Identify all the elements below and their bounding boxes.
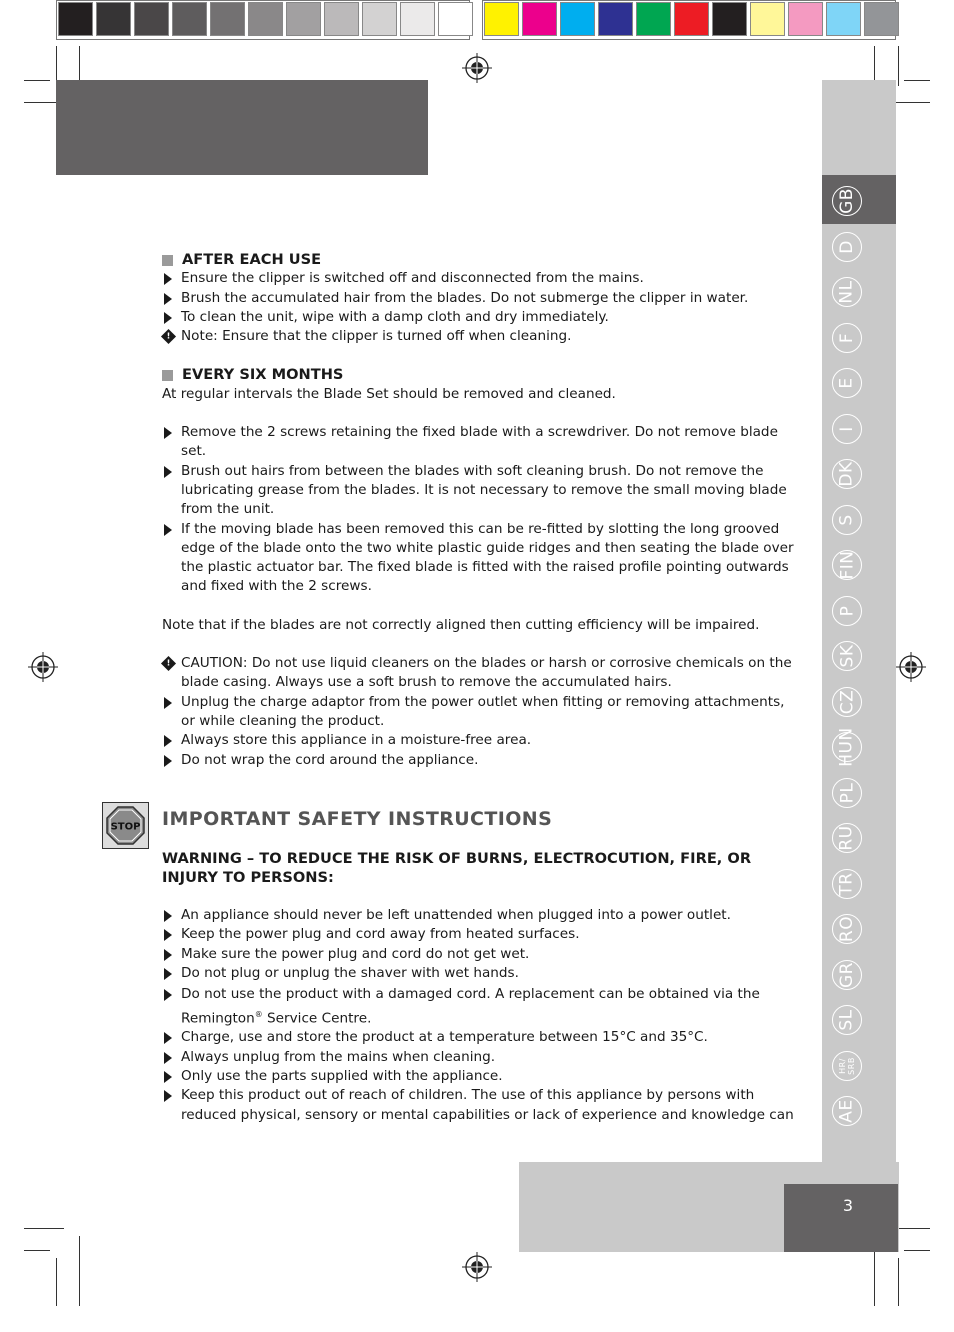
crop-mark: [79, 1236, 80, 1306]
page-number-block: [784, 1184, 898, 1252]
list-item: [162, 1048, 802, 1067]
item-text: Always unplug from the mains when cleaning.: [181, 1048, 496, 1065]
list-item: [162, 1086, 802, 1125]
registration-mark-icon: [462, 53, 492, 83]
warning-icon: !: [161, 656, 176, 671]
section-heading: [162, 365, 802, 384]
list-item: [162, 906, 802, 925]
arrow-bullet-icon: [164, 273, 172, 285]
safety-list: [162, 906, 802, 983]
item-text: Make sure the power plug and cord do not get wet.: [181, 945, 530, 962]
language-tab[interactable]: [832, 323, 862, 353]
list-item: [162, 289, 802, 308]
crop-mark: [56, 1258, 57, 1306]
language-tab-label: CZ: [837, 689, 857, 714]
color-swatch: [636, 2, 671, 36]
color-swatch: [484, 2, 519, 36]
language-tab-label: PL: [836, 782, 857, 803]
list-item: [162, 1067, 802, 1086]
registration-mark-icon: [896, 652, 926, 682]
arrow-bullet-icon: [164, 1071, 172, 1083]
crop-mark: [898, 1258, 899, 1306]
language-tab[interactable]: [832, 960, 862, 990]
page-number: 3: [842, 1196, 854, 1215]
color-swatch: [362, 2, 397, 36]
color-swatch: [324, 2, 359, 36]
color-swatch: [522, 2, 557, 36]
main-content: [162, 250, 802, 1125]
list-item: [162, 985, 802, 1028]
color-swatch: [864, 2, 899, 36]
registration-mark-icon: [462, 1252, 492, 1282]
caution-text: CAUTION: Do not use liquid cleaners on the blades or harsh or corrosive chemicals on the blade casing. Always use a soft brush to remove the accumulated hairs.: [181, 655, 792, 691]
color-swatch: [438, 2, 473, 36]
language-tab-label: F: [837, 332, 857, 343]
item-text: An appliance should never be left unattended when plugged into a power outlet.: [181, 907, 731, 924]
list-item: [162, 423, 802, 462]
arrow-bullet-icon: [164, 697, 172, 709]
language-tab[interactable]: [832, 869, 862, 899]
arrow-bullet-icon: [164, 735, 172, 747]
language-tab[interactable]: [832, 641, 862, 671]
language-tab-label: RO: [836, 915, 857, 943]
color-swatch: [560, 2, 595, 36]
safety-list-2: [162, 1028, 802, 1124]
language-tab-label: I: [836, 425, 857, 432]
arrow-bullet-icon: [164, 929, 172, 941]
registered-mark: ®: [254, 1009, 263, 1019]
language-tab[interactable]: [832, 550, 862, 580]
item-text: Brush the accumulated hair from the blades. Do not submerge the clipper in water.: [181, 289, 749, 306]
language-tab-label: HUN: [837, 727, 858, 767]
language-tab-label: FIN: [837, 550, 858, 580]
language-tab[interactable]: [832, 687, 862, 717]
arrow-bullet-icon: [164, 910, 172, 922]
stop-sign-icon: [103, 803, 148, 848]
list-item: [162, 945, 802, 964]
color-swatch: [598, 2, 633, 36]
list-item: [162, 520, 802, 597]
stop-sign-box: [102, 802, 149, 849]
language-tab[interactable]: [832, 727, 862, 767]
section-title: EVERY SIX MONTHS: [182, 366, 344, 384]
language-tab-label: SK: [836, 644, 857, 668]
color-swatch: [248, 2, 283, 36]
item-text: Ensure the clipper is switched off and disconnected from the mains.: [181, 270, 644, 287]
language-tab-label: AE: [837, 1099, 857, 1123]
square-bullet-icon: [162, 255, 173, 266]
color-swatch: [826, 2, 861, 36]
item-text: To clean the unit, wipe with a damp cloth and dry immediately.: [181, 308, 609, 325]
color-swatch: [58, 2, 93, 36]
language-tab-label: GR: [837, 961, 857, 988]
item-text: Note: Ensure that the clipper is turned off when cleaning.: [181, 328, 572, 345]
language-tab-label: E: [837, 377, 857, 389]
item-text: If the moving blade has been removed this can be re-fitted by slotting the long grooved edge of the blade onto the two white plastic guide ridges and then seating the blade over the plastic actuator bar. The fixed blade is fitted with the raised profile pointing outwards and fixed with the 2 screws.: [181, 520, 794, 595]
color-swatch: [210, 2, 245, 36]
item-text: Do not use the product with a damaged cord. A replacement can be obtained via the Remington: [181, 986, 760, 1027]
language-tab-label: S: [836, 513, 857, 526]
color-swatch: [750, 2, 785, 36]
language-tab[interactable]: [832, 823, 862, 853]
language-tab-label: TR: [836, 871, 857, 896]
arrow-bullet-icon: [164, 949, 172, 961]
arrow-bullet-icon: [164, 427, 172, 439]
item-text: Unplug the charge adaptor from the power outlet when fitting or removing attachments, or while cleaning the product.: [181, 693, 785, 729]
list-item: [162, 1028, 802, 1047]
caution-item: [162, 654, 802, 693]
language-tab-label: DK: [837, 461, 857, 487]
language-tab[interactable]: [832, 186, 862, 216]
arrow-bullet-icon: [164, 989, 172, 1001]
item-text: Remove the 2 screws retaining the fixed blade with a screwdriver. Do not remove blade set.: [181, 424, 778, 460]
crop-mark: [24, 80, 50, 81]
list-item: [162, 925, 802, 944]
list-item: [162, 731, 802, 750]
crop-mark: [904, 80, 930, 81]
alignment-note: Note that if the blades are not correctly aligned then cutting efficiency will be impaired.: [162, 616, 760, 633]
item-text: Keep the power plug and cord away from heated surfaces.: [181, 926, 580, 943]
warning-icon: !: [161, 329, 176, 344]
arrow-bullet-icon: [164, 312, 172, 324]
list-item: [162, 693, 802, 732]
list-item: [162, 269, 802, 288]
item-text: Charge, use and store the product at a temperature between 15°C and 35°C.: [181, 1029, 708, 1046]
item-text: Do not wrap the cord around the appliance.: [181, 751, 479, 768]
language-tab-label: NL: [836, 280, 857, 304]
header-block: [56, 80, 428, 175]
language-tab[interactable]: [832, 368, 862, 398]
section2-list-2: [162, 693, 802, 770]
safety-warning: WARNING – TO REDUCE THE RISK OF BURNS, ELECTROCUTION, FIRE, OR INJURY TO PERSONS:: [162, 850, 752, 887]
crop-mark: [898, 46, 899, 86]
language-tab[interactable]: [832, 778, 862, 808]
language-tab-label: GB: [837, 188, 857, 214]
language-tab-label: D: [837, 239, 857, 254]
registration-mark-icon: [28, 652, 58, 682]
language-tab-label: SL: [836, 1009, 857, 1031]
section-heading: [162, 250, 802, 269]
item-text: Always store this appliance in a moisture-free area.: [181, 732, 532, 749]
language-tab[interactable]: [832, 459, 862, 489]
arrow-bullet-icon: [164, 293, 172, 305]
color-swatch: [712, 2, 747, 36]
arrow-bullet-icon: [164, 1032, 172, 1044]
language-tab[interactable]: [832, 1005, 862, 1035]
section2-intro: At regular intervals the Blade Set should be removed and cleaned.: [162, 385, 616, 402]
item-text: Do not plug or unplug the shaver with wet hands.: [181, 965, 519, 982]
crop-mark: [890, 102, 930, 103]
color-swatch: [400, 2, 435, 36]
item-text: Service Centre.: [262, 1010, 372, 1027]
language-tab[interactable]: [832, 232, 862, 262]
language-tab[interactable]: [832, 914, 862, 944]
language-tab[interactable]: [832, 596, 862, 626]
note-item: [162, 327, 802, 346]
crop-mark: [24, 1250, 50, 1251]
arrow-bullet-icon: [164, 1052, 172, 1064]
language-tab[interactable]: [832, 414, 862, 444]
square-bullet-icon: [162, 370, 173, 381]
gray-color-strip: [58, 2, 476, 38]
color-swatch: [96, 2, 131, 36]
list-item: [162, 462, 802, 520]
color-swatch: [286, 2, 321, 36]
color-swatch: [172, 2, 207, 36]
section-title: AFTER EACH USE: [182, 251, 322, 268]
item-text: Brush out hairs from between the blades with soft cleaning brush. Do not remove the lubricating grease from the blades. It is not necessary to remove the small moving blade from the unit.: [181, 462, 787, 518]
list-item: [162, 964, 802, 983]
safety-title: IMPORTANT SAFETY INSTRUCTIONS: [162, 807, 553, 830]
list-item: [162, 308, 802, 327]
arrow-bullet-icon: [164, 1090, 172, 1102]
language-tab-label: RU: [836, 825, 857, 851]
arrow-bullet-icon: [164, 755, 172, 767]
color-swatch: [674, 2, 709, 36]
section2-list: [162, 423, 802, 597]
language-tab[interactable]: [832, 1051, 862, 1081]
item-text: Only use the parts supplied with the appliance.: [181, 1068, 503, 1085]
language-tab-label: P: [836, 605, 857, 616]
language-tab-label: HR/ SRB: [838, 1056, 856, 1075]
section1-list: [162, 269, 802, 346]
language-tab[interactable]: [832, 505, 862, 535]
stop-label: STOP: [110, 821, 141, 833]
language-tab[interactable]: [832, 277, 862, 307]
arrow-bullet-icon: [164, 466, 172, 478]
color-swatch: [134, 2, 169, 36]
item-text: Keep this product out of reach of children. The use of this appliance by persons with reduced physical, sensory or mental capabilities or lack of experience and knowledge can: [181, 1087, 794, 1123]
color-swatch: [788, 2, 823, 36]
list-item: [162, 751, 802, 770]
process-color-strip: [484, 2, 902, 38]
language-tab[interactable]: [832, 1096, 862, 1126]
crop-mark: [24, 1228, 64, 1229]
crop-mark: [904, 1250, 930, 1251]
arrow-bullet-icon: [164, 524, 172, 536]
arrow-bullet-icon: [164, 968, 172, 980]
